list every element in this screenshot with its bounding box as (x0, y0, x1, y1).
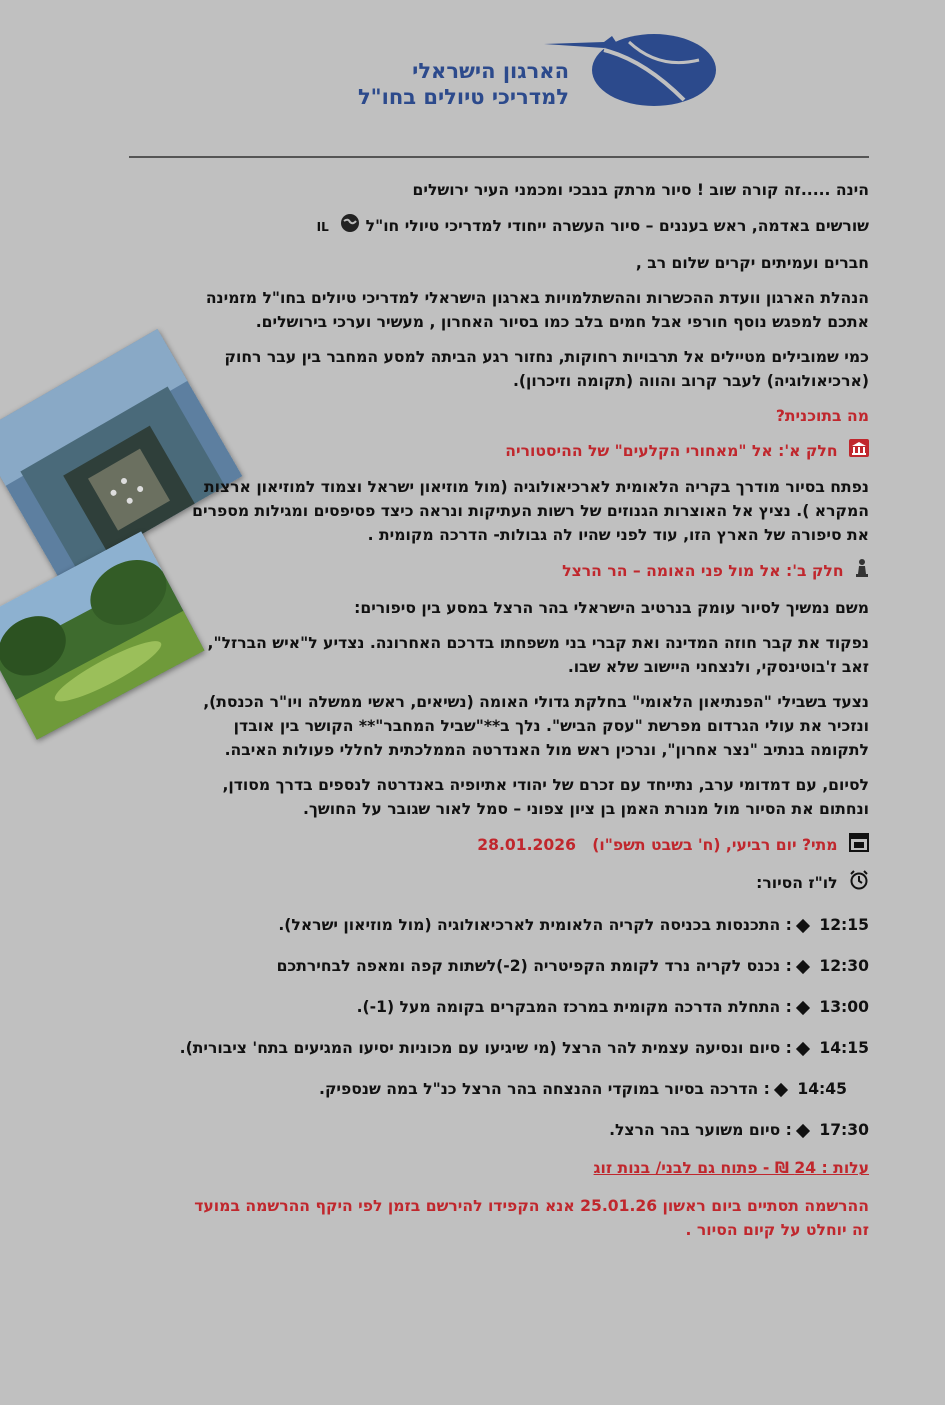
when-label: מתי? יום רביעי, (ח' בשבט תשפ"ו) (593, 836, 839, 854)
subhead (180, 213, 870, 240)
monument-icon (856, 558, 870, 585)
schedule-item: 12:30 : נכנס לקריה נרד לקומת הקפיטריה (2-)לשתות קפה ומאפה לבחירתכם (277, 957, 870, 975)
invitation-body (180, 178, 870, 1242)
globe-icon (341, 213, 361, 240)
diamond-bullet-icon (797, 1000, 811, 1014)
program-heading: מה בתוכנית? (776, 407, 870, 425)
diamond-bullet-icon (797, 1041, 811, 1055)
intro-paragraph-1: הנהלת הארגון וועדת ההכשרות וההשתלמויות בארגון הישראלי למדריכי טיולים בחו"ל מזמינה אתכם למפגש נוסף חורפי אבל חמים בלב כמו בסיור האחרון , מעשיר וערכי בירושלים. (206, 289, 870, 331)
registration-note: ההרשמה תסתיים ביום ראשון 25.01.26 אנא הקפידו להירשם בזמן לפי היקף ההרשמה במועד זה יוחלט על קיום הסיור . (195, 1197, 870, 1239)
part-b-paragraph-3: נצעד בשבילי "הפנתיאון הלאומי" בחלקת גדולי האומה (נשיאים, ראשי ממשלה ויו"ר הכנסת), ונזכיר את עולי הגרדום מפרשת "עסק הביש". נלך ב**"שביל המחבר"** הקושר בין אובדן לתקומה בנתיב "נצר אחרון", ונרכין ראש מול האנדרטה הממלכתית לחללי פעולות האיבה. (204, 693, 870, 759)
schedule-time: 14:45 (798, 1080, 848, 1098)
schedule-item: 14:45 : הדרכה בסיור במוקדי ההנצחה בהר הרצל כנ"ל במה שנספיק. (320, 1080, 848, 1098)
part-b-paragraph-1: משם נמשיך לסיור עומק בנרטיב הישראלי בהר הרצל במסע בין סיפורים: (355, 599, 870, 617)
schedule-text: התכנסות בכניסה לקריה הלאומית לארכיאולוגיה (מול מוזיאון ישראל). (279, 916, 782, 934)
part-b-title: חלק ב': אל מול פני האומה – הר הרצל (563, 562, 845, 580)
headline: הינה .....זה קורה שוב ! סיור מרתק בנבכי ומכמני העיר ירושלים (413, 181, 870, 199)
globe-plane-icon (535, 30, 720, 110)
schedule-time: 12:30 (820, 957, 870, 975)
diamond-bullet-icon (775, 1082, 789, 1096)
schedule-time: 14:15 (820, 1039, 870, 1057)
schedule-text: התחלת הדרכה מקומית במרכז המבקרים בקומה מעל (1-). (357, 998, 782, 1016)
when-line (180, 832, 870, 859)
alarm-clock-icon (850, 870, 870, 897)
museum-icon (850, 439, 870, 464)
divider (130, 156, 870, 158)
cost-line: עלות : 24 ₪ - פתוח גם לבני/ בנות זוג (594, 1159, 870, 1177)
il-badge: IL (317, 220, 330, 234)
logo-line-1: הארגון הישראלי (413, 59, 570, 83)
schedule-item: 13:00 : התחלת הדרכה מקומית במרכז המבקרים בקומה מעל (1-). (357, 998, 870, 1016)
schedule-text: הדרכה בסיור במוקדי ההנצחה בהר הרצל כנ"ל במה שנספיק. (320, 1080, 760, 1098)
schedule-heading (180, 870, 870, 897)
part-a-title: חלק א': אל "מאחורי הקלעים" של ההיסטוריה (506, 442, 839, 460)
calendar-icon (850, 832, 870, 859)
diamond-bullet-icon (797, 918, 811, 932)
greeting: חברים ועמיתים יקרים שלום רב , (636, 254, 870, 272)
diamond-bullet-icon (797, 1123, 811, 1137)
part-b-paragraph-4: לסיום, עם דמדומי ערב, נתייחד עם זכרם של יהודי אתיופיה באנדרטה לנספים בדרך מסודן, ונחתום את הסיור מול מנורת האמן בן ציון צפוני – סמל לאור שגובר על החושך. (223, 776, 870, 818)
logo (360, 30, 720, 120)
part-b-paragraph-2: נפקוד את קבר חוזה המדינה ואת קברי בני משפחתו בדרכם האחרונה. נצדיע ל"איש הברזל", זאב ז'בוטינסקי, ולנצחני היישוב שלא שבו. (208, 634, 870, 676)
schedule-time: 13:00 (820, 998, 870, 1016)
schedule-item: 17:30 : סיום משוער בהר הרצל. (610, 1121, 870, 1139)
herzl-park-photo (0, 531, 206, 739)
schedule-item: 14:15 : סיום ונסיעה עצמית להר הרצל (מי שיגיעו עם מכוניות יסיעו המגיעים בתח' ציבורית). (180, 1039, 870, 1057)
logo-line-2: למדריכי טיולים בחו"ל (358, 85, 570, 109)
part-b-heading (180, 558, 870, 585)
intro-paragraph-2: כמי שמובילים מטיילים אל תרבויות רחוקות, נחזור רגע הביתה למסע המחבר בין עבר רחוק (ארכיאולוגיה) לעבר קרוב והווה (תקומה וזיכרון). (225, 348, 870, 390)
schedule-time: 17:30 (820, 1121, 870, 1139)
schedule-item: 12:15 : התכנסות בכניסה לקריה הלאומית לארכיאולוגיה (מול מוזיאון ישראל). (279, 916, 870, 934)
part-a-heading (180, 439, 870, 464)
schedule-time: 12:15 (820, 916, 870, 934)
subhead-text: שורשים באדמה, ראש בעננים – סיור העשרה ייחודי למדריכי טיולי חו"ל (366, 217, 870, 235)
schedule-text: סיום משוער בהר הרצל. (610, 1121, 782, 1139)
when-date: 28.01.2026 (478, 836, 577, 854)
schedule-text: סיום ונסיעה עצמית להר הרצל (מי שיגיעו עם מכוניות יסיעו המגיעים בתח' ציבורית). (180, 1039, 782, 1057)
part-a-text: נפתח בסיור מודרך בקריה הלאומית לארכיאולוגיה (מול מוזיאון ישראל וצמוד למוזיאון ארצות המקרא ). נציץ אל האוצרות הגנוזים של רשות העתיקות ונראה כיצד פסיפסים ומגילות מספרים את סיפורה של הארץ הזו, עוד לפני שהיו לה גבולות- הדרכה מקומית . (193, 478, 870, 544)
diamond-bullet-icon (797, 959, 811, 973)
schedule-text: נכנס לקריה נרד לקומת הקפיטריה (2-)לשתות קפה ומאפה לבחירתכם (277, 957, 782, 975)
schedule-title: לו"ז הסיור: (757, 874, 839, 892)
